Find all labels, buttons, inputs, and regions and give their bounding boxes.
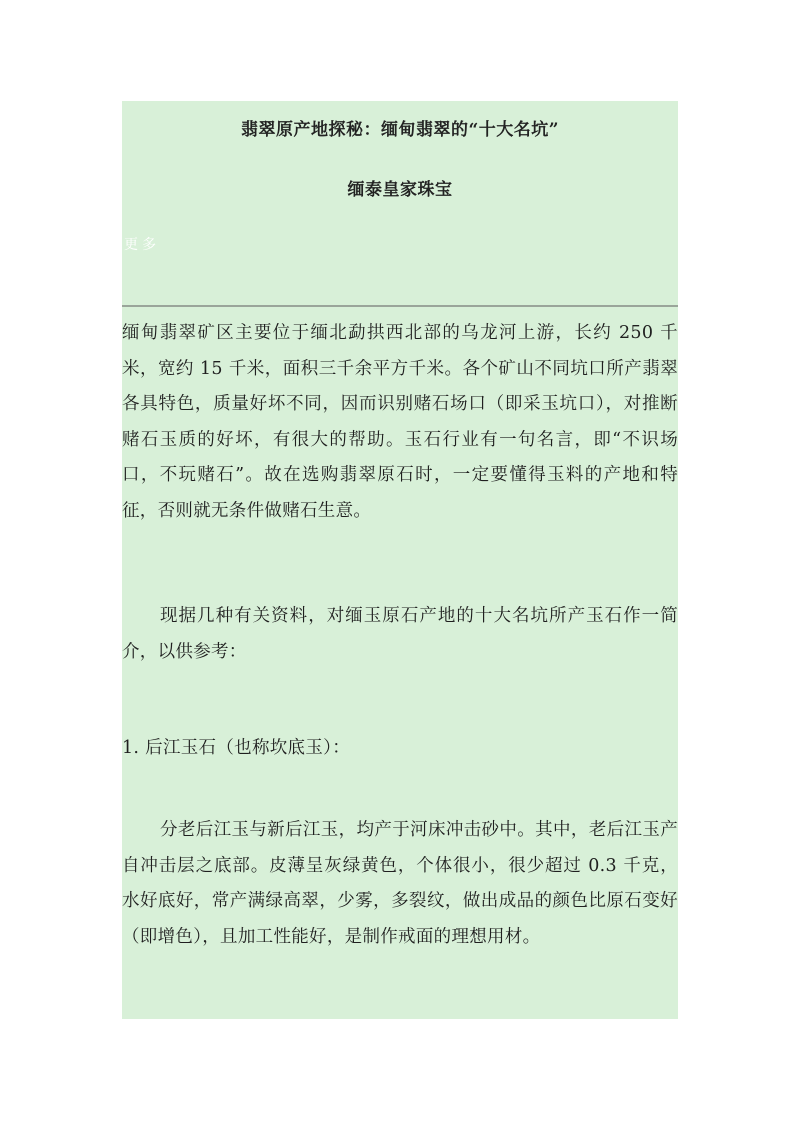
paragraph-section-1: 分老后江玉与新后江玉，均产于河床冲击砂中。其中，老后江玉产自冲击层之底部。皮薄呈灰绿黄色，个体很小，很少超过 0.3 千克，水好底好，常产满绿高翠，少雾，多裂纹，做出成品的颜色比原石变好（即增色），且加工性能好，是制作戒面的理想用材。 [122, 820, 678, 947]
article-subtitle: 缅泰皇家珠宝 [347, 180, 453, 200]
article-title: 翡翠原产地探秘：缅甸翡翠的“十大名坑” [240, 120, 560, 140]
divider [122, 305, 678, 307]
section-heading-1: 1. 后江玉石（也称坎底玉）： [122, 738, 351, 758]
more-link[interactable]: 更多 [124, 237, 160, 253]
paragraph-reference: 现据几种有关资料，对缅玉原石产地的十大名坑所产玉石作一简介，以供参考： [122, 606, 678, 662]
paragraph-intro: 缅甸翡翠矿区主要位于缅北勐拱西北部的乌龙河上游，长约 250 千米，宽约 15 千米，面积三千余平方千米。各个矿山不同坑口所产翡翠各具特色，质量好坏不同，因而识别赌石场口（即采玉坑口），对推断赌石玉质的好坏，有很大的帮助。玉石行业有一句名言，即“不识场口，不玩赌石”。故在选购翡翠原石时，一定要懂得玉料的产地和特征，否则就无条件做赌石生意。 [122, 323, 678, 521]
article-panel [122, 101, 678, 1019]
